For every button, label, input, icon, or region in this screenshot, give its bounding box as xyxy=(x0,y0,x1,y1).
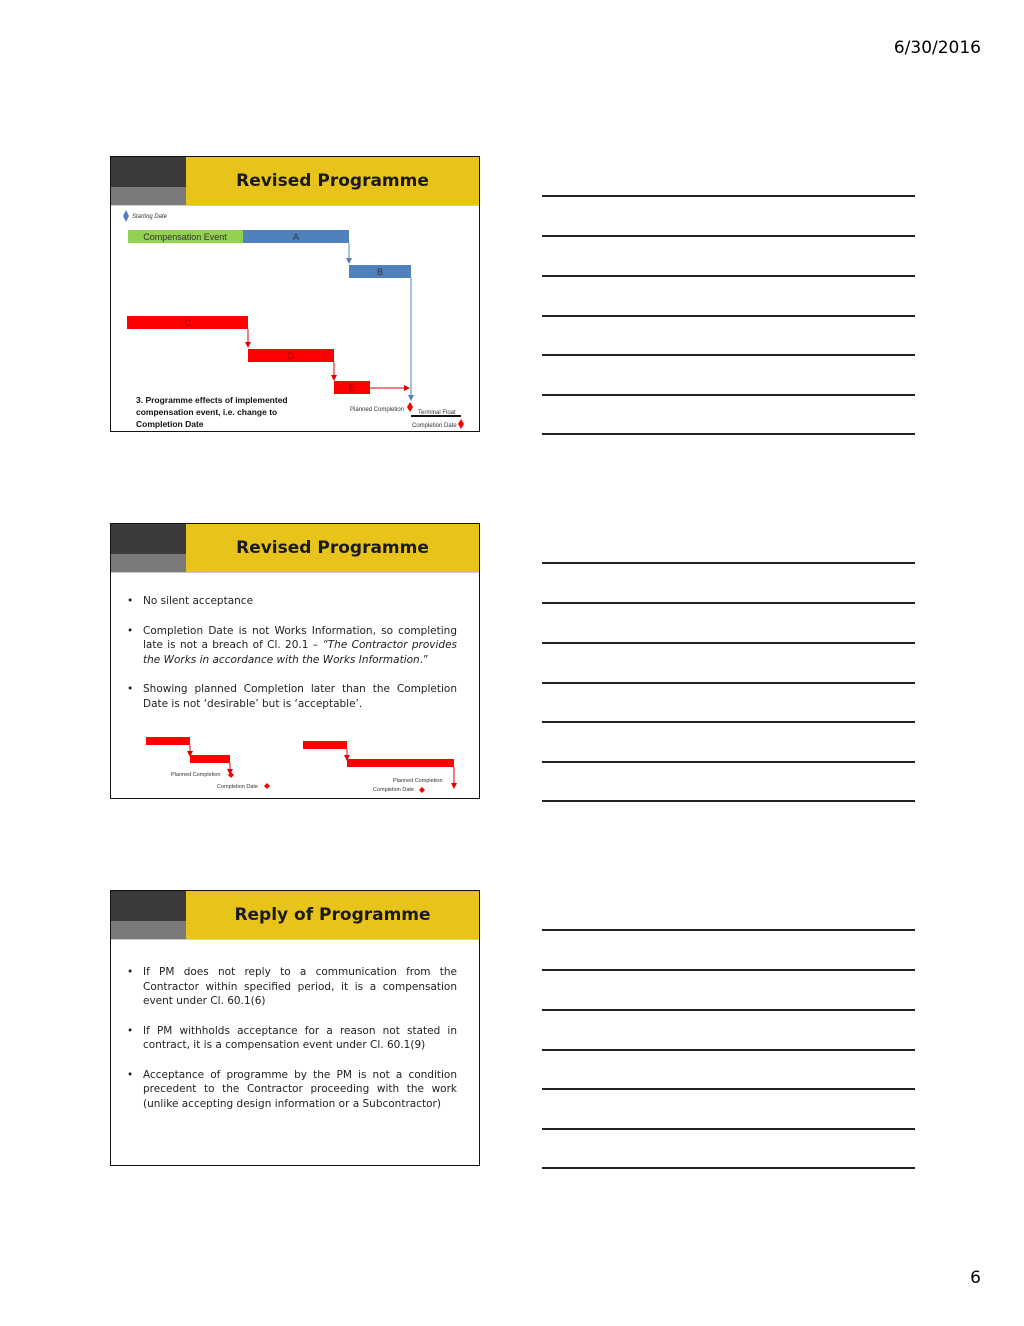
right-completion-date-label: Completion Date xyxy=(373,787,414,793)
starting-date-diamond-icon xyxy=(123,210,129,222)
note-line xyxy=(542,682,915,684)
diagram-caption-line2: compensation event, i.e. change to xyxy=(136,407,278,417)
note-line xyxy=(542,969,915,971)
page-date: 6/30/2016 xyxy=(893,38,981,58)
bullet-item xyxy=(125,965,457,1009)
note-line xyxy=(542,761,915,763)
left-completion-diamond-icon xyxy=(264,783,270,789)
note-line xyxy=(542,562,915,564)
note-line xyxy=(542,721,915,723)
note-line xyxy=(542,235,915,237)
bullet-text: If PM does not reply to a communication from the Contractor within specified period, it is a compensation event under Cl. 60.1(6) xyxy=(143,966,457,1007)
slide-revised-programme-1 xyxy=(110,156,480,432)
slide-revised-programme-2 xyxy=(110,523,480,799)
note-line xyxy=(542,1128,915,1130)
bullet-item xyxy=(125,624,457,668)
starting-date-label: Starting Date xyxy=(132,214,168,220)
terminal-float-label: Terminal Float xyxy=(418,410,456,416)
bullet-item xyxy=(125,594,457,609)
note-line xyxy=(542,394,915,396)
bar-compensation-event-label: Compensation Event xyxy=(143,232,227,242)
note-line xyxy=(542,1009,915,1011)
completion-date-diamond-icon xyxy=(458,419,464,429)
slide-header-gray-band xyxy=(111,921,186,939)
note-line xyxy=(542,1167,915,1169)
slide-title: Reply of Programme xyxy=(234,905,431,925)
left-planned-diamond-icon xyxy=(228,772,234,778)
bullet-list xyxy=(125,965,457,1126)
completion-date-label: Completion Date xyxy=(412,423,457,429)
slide-title-band xyxy=(186,891,479,939)
note-line xyxy=(542,929,915,931)
note-line xyxy=(542,602,915,604)
bullet-text: If PM withholds acceptance for a reason not stated in contract, it is a compensation event under Cl. 60.1(9) xyxy=(143,1024,457,1051)
bullet-item xyxy=(125,1024,457,1053)
note-line xyxy=(542,315,915,317)
bullet-text: Showing planned Completion later than the Completion Date is not ‘desirable’ but is ‘acceptable’. xyxy=(143,683,457,710)
title-divider xyxy=(111,572,479,573)
bullet-list xyxy=(125,594,457,726)
page-number: 6 xyxy=(970,1268,981,1288)
slide-reply-of-programme xyxy=(110,890,480,1166)
bullet-text: Completion Date is not Works Information, so completing late is not a breach of Cl. 20.1 – xyxy=(143,624,457,651)
note-line xyxy=(542,642,915,644)
left-completion-date-label: Completion Date xyxy=(217,784,258,790)
bar-b-label: B xyxy=(376,267,384,277)
bullet-text: Acceptance of programme by the PM is not a condition precedent to the Contractor proceeding with the work (unlike accepting design information or a Subcontractor) xyxy=(143,1068,457,1110)
title-divider xyxy=(111,939,479,940)
planned-completion-diamond-icon xyxy=(407,402,413,412)
bar-c-label: C xyxy=(184,318,192,328)
bullet-quote: “The Contractor provides the Works in accordance with the Works Information xyxy=(143,639,457,666)
note-line xyxy=(542,1088,915,1090)
left-planned-completion-label: Planned Completion xyxy=(171,772,221,778)
note-line xyxy=(542,433,915,435)
note-line xyxy=(542,354,915,356)
left-bar-1 xyxy=(146,737,190,745)
left-bar-2 xyxy=(190,755,230,763)
bar-d-label: D xyxy=(287,351,295,361)
programme-diagram xyxy=(111,157,479,431)
right-bar-1 xyxy=(303,741,347,749)
note-line xyxy=(542,1049,915,1051)
note-line xyxy=(542,275,915,277)
right-planned-completion-label: Planned Completion xyxy=(393,778,443,784)
bullet-item xyxy=(125,682,457,711)
slide-header-gray-band xyxy=(111,554,186,572)
diagram-caption-line1: 3. Programme effects of implemented xyxy=(136,395,288,405)
note-line xyxy=(542,195,915,197)
right-completion-diamond-icon xyxy=(419,787,425,793)
note-line xyxy=(542,800,915,802)
bullet-item xyxy=(125,1068,457,1112)
slide-title-band xyxy=(186,524,479,572)
slide-title: Revised Programme xyxy=(236,538,429,558)
slide-title: Revised Programme xyxy=(236,171,429,191)
bullet-text-end: .” xyxy=(419,653,429,666)
right-bar-2 xyxy=(347,759,454,767)
diagram-caption-line3: Completion Date xyxy=(136,419,204,429)
bar-a-label: A xyxy=(292,232,300,242)
planned-completion-label: Planned Completion xyxy=(350,407,405,413)
bullet-text: No silent acceptance xyxy=(143,595,254,607)
bar-e-label: E xyxy=(348,383,356,393)
